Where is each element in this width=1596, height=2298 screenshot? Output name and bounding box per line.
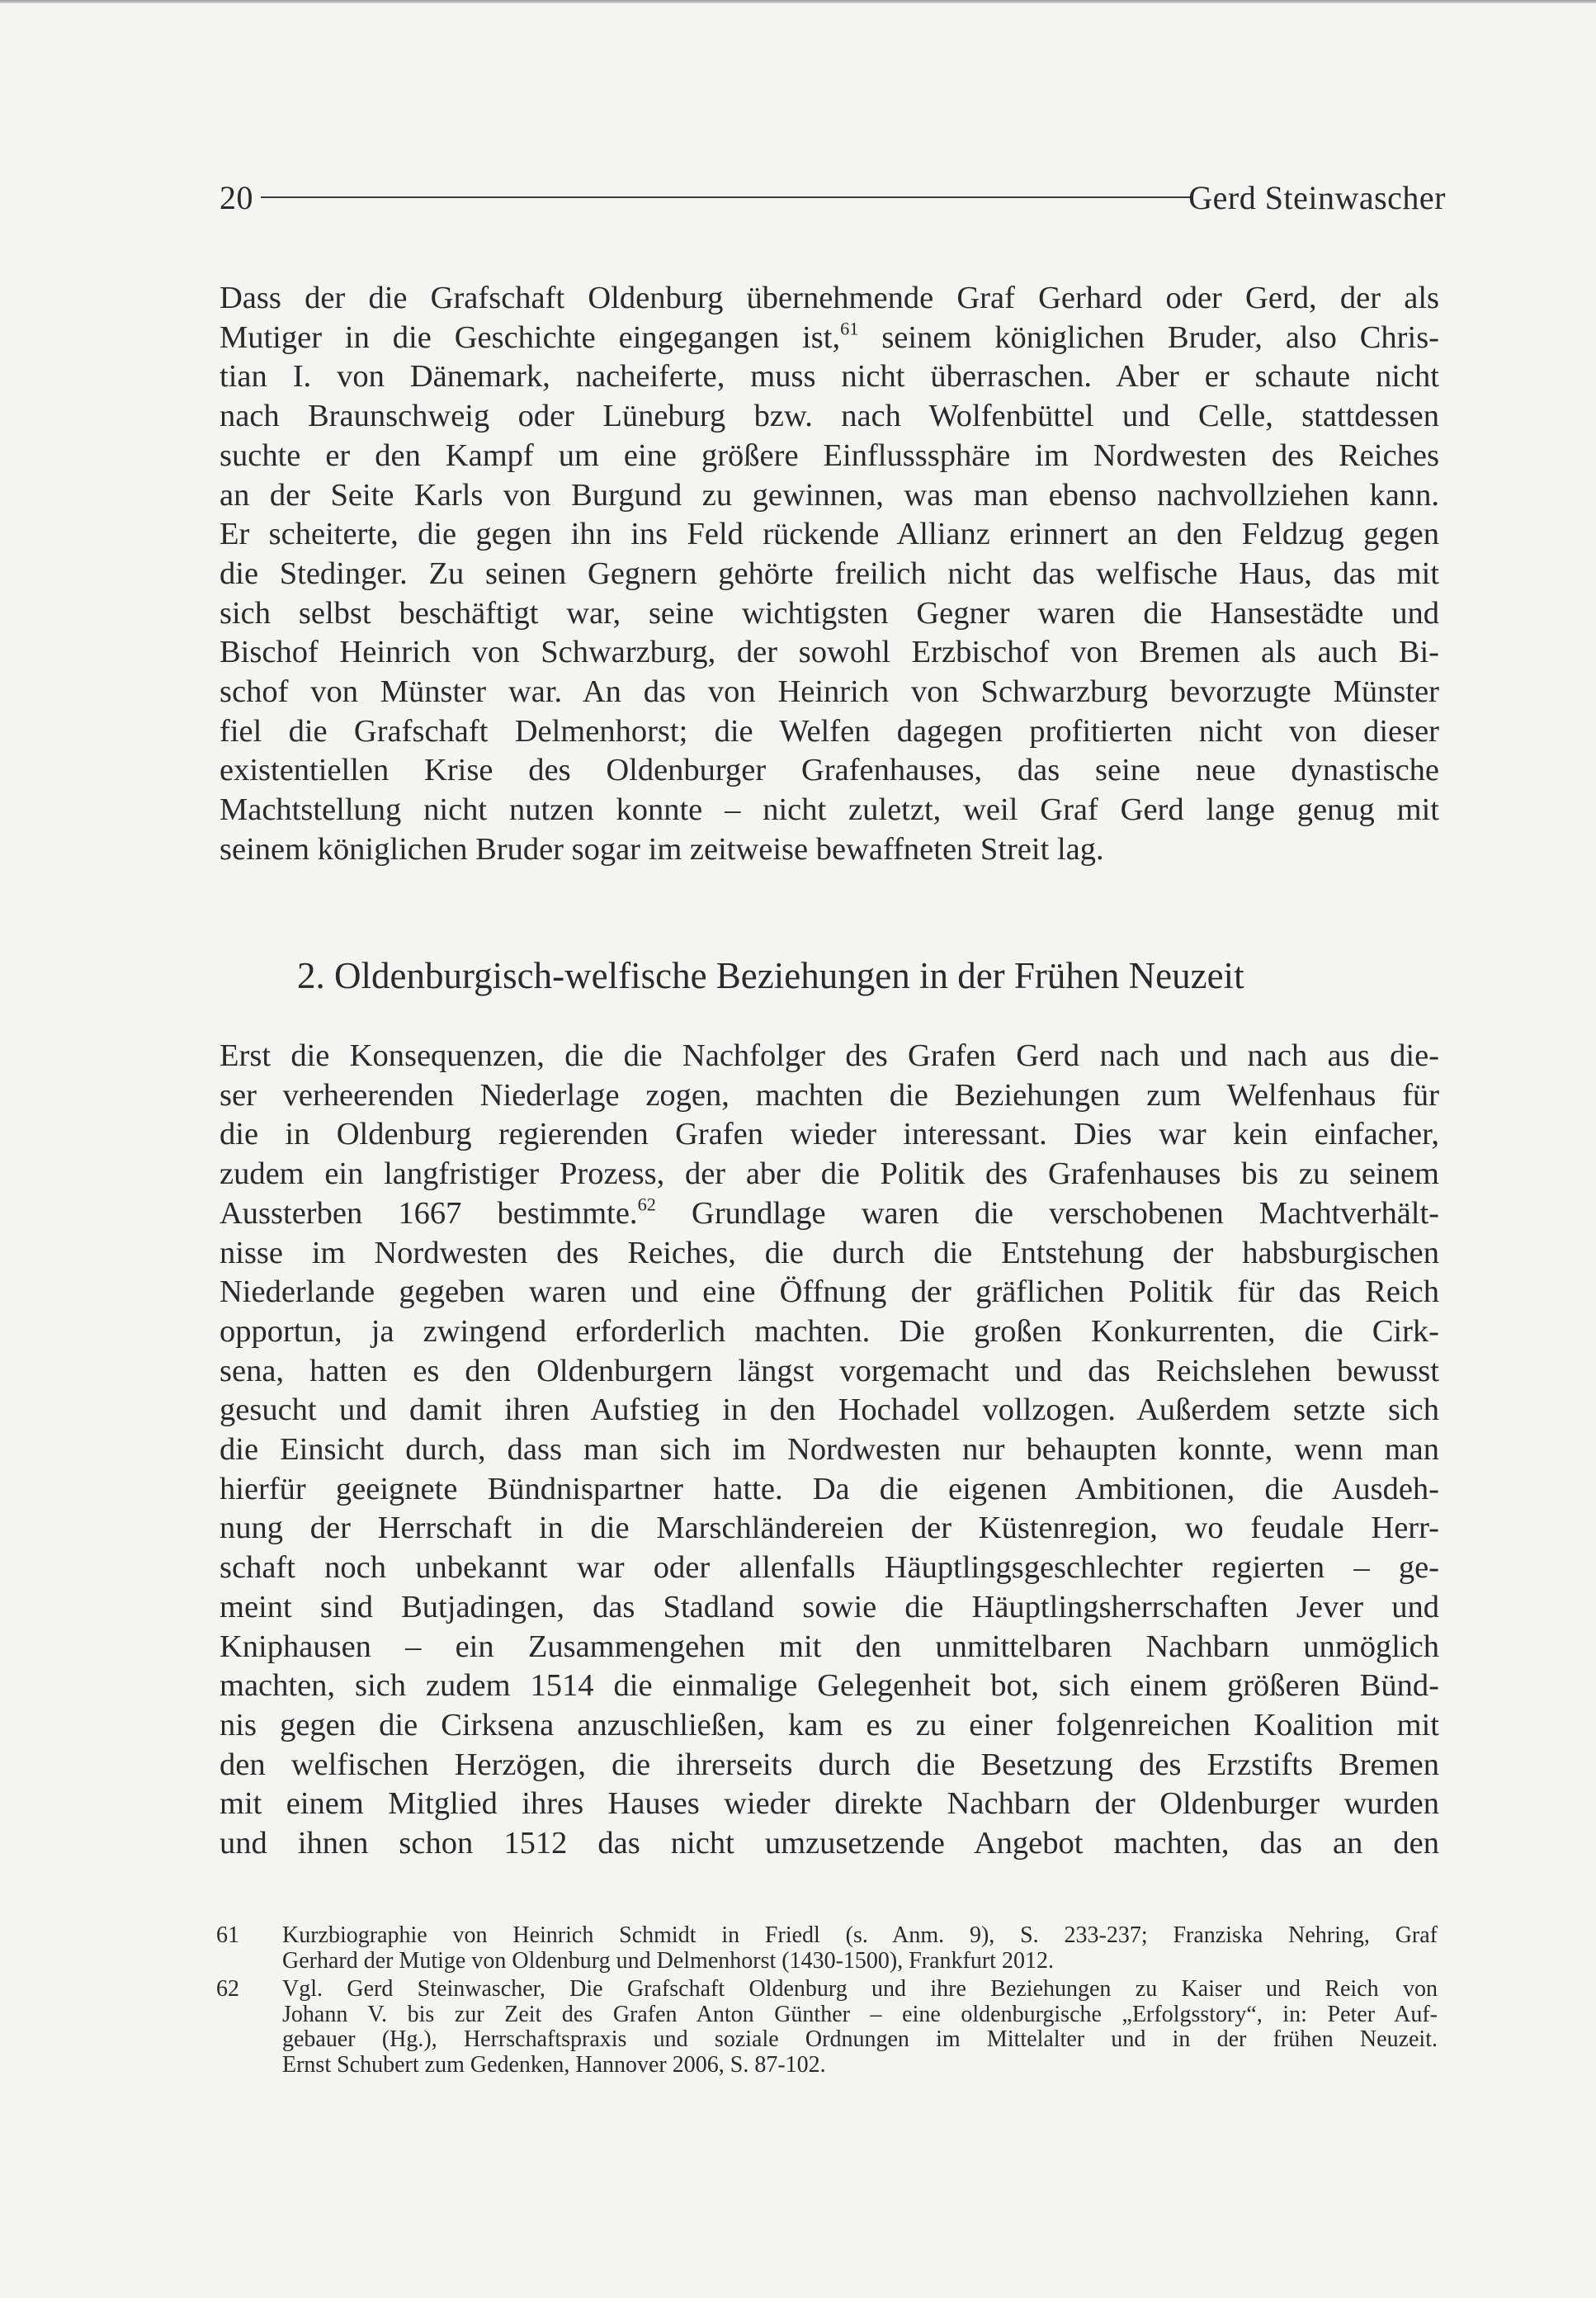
text-line: mit einem Mitglied ihres Hauses wieder direkte Nachbarn der Oldenburger wurden xyxy=(220,1786,1439,1822)
page-number: 20 xyxy=(220,179,253,216)
text-line: Niederlande gegeben waren und eine Öffnung der gräflichen Politik für das Reich xyxy=(220,1274,1439,1310)
text-line: ser verheerenden Niederlage zogen, machten die Beziehungen zum Welfenhaus für xyxy=(220,1077,1439,1113)
text-line: seinem königlichen Bruder sogar im zeitweise bewaffneten Streit lag. xyxy=(220,831,1104,867)
paragraph-2 xyxy=(220,1037,1439,1864)
footnote-line: Johann V. bis zur Zeit des Grafen Anton Günther – eine oldenburgische „Erfolgsstory“, in: Peter Auf- xyxy=(282,2001,1438,2027)
footnote-ref-62[interactable]: 62 xyxy=(637,1194,656,1215)
text-line: suchte er den Kampf um eine größere Einflusssphäre im Nordwesten des Reiches xyxy=(220,437,1439,473)
text-line: Bischof Heinrich von Schwarzburg, der sowohl Erzbischof von Bremen als auch Bi- xyxy=(220,635,1439,670)
text-line: tian I. von Dänemark, nacheiferte, muss nicht überraschen. Aber er schaute nicht xyxy=(220,359,1439,395)
text-line: Er scheiterte, die gegen ihn ins Feld rückende Allianz erinnert an den Feldzug gegen xyxy=(220,517,1439,552)
footnote-line: Kurzbiographie von Heinrich Schmidt in Friedl (s. Anm. 9), S. 233-237; Franziska Nehring, Graf xyxy=(282,1922,1438,1948)
footnote-61 xyxy=(216,1923,1438,1974)
text-line: meint sind Butjadingen, das Stadland sowie die Häuptlingsherrschaften Jever und xyxy=(220,1589,1439,1624)
header-rule xyxy=(261,196,1192,198)
paragraph-1 xyxy=(220,279,1439,870)
text-line: Kniphausen – ein Zusammengehen mit den unmittelbaren Nachbarn unmöglich xyxy=(220,1629,1439,1664)
text-line: und ihnen schon 1512 das nicht umzusetzende Angebot machten, das an den xyxy=(220,1826,1439,1861)
text-line: schaft noch unbekannt war oder allenfalls Häuptlingsgeschlechter regierten – ge- xyxy=(220,1550,1439,1586)
text-line: existentiellen Krise des Oldenburger Grafenhauses, das seine neue dynastische xyxy=(220,753,1439,788)
text-line: zudem ein langfristiger Prozess, der aber die Politik des Grafenhauses bis zu seinem xyxy=(220,1156,1439,1192)
text-line: nach Braunschweig oder Lüneburg bzw. nach Wolfenbüttel und Celle, stattdessen xyxy=(220,399,1439,434)
text-line: an der Seite Karls von Burgund zu gewinnen, was man ebenso nachvollziehen kann. xyxy=(220,477,1439,513)
footnote-number: 62 xyxy=(216,1976,239,2002)
text-line: hierfür geeignete Bündnispartner hatte. Da die eigenen Ambitionen, die Ausdeh- xyxy=(220,1471,1439,1506)
footnote-line: Vgl. Gerd Steinwascher, Die Grafschaft Oldenburg und ihre Beziehungen zu Kaiser und Reich von xyxy=(282,1976,1438,2002)
footnotes xyxy=(216,1923,1438,2081)
text-line: die in Oldenburg regierenden Grafen wieder interessant. Dies war kein einfacher, xyxy=(220,1117,1439,1152)
text-line: fiel die Grafschaft Delmenhorst; die Welfen dagegen profitierten nicht von dieser xyxy=(220,713,1439,749)
text-line: nis gegen die Cirksena anzuschließen, kam es zu einer folgenreichen Koalition mit xyxy=(220,1707,1439,1742)
footnote-line: Ernst Schubert zum Gedenken, Hannover 2006, S. 87-102. xyxy=(282,2051,826,2078)
text-line: sich selbst beschäftigt war, seine wichtigsten Gegner waren die Hansestädte und xyxy=(220,595,1439,631)
text-line: Dass der die Grafschaft Oldenburg übernehmende Graf Gerhard oder Gerd, der als xyxy=(220,281,1439,315)
footnote-62 xyxy=(216,1977,1438,2078)
section-heading: 2. Oldenburgisch-welfische Beziehungen in der Frühen Neuzeit xyxy=(297,955,1244,996)
text-line: den welfischen Herzögen, die ihrerseits durch die Besetzung des Erzstifts Bremen xyxy=(220,1747,1439,1782)
text-line: nisse im Nordwesten des Reiches, die durch die Entstehung der habsburgischen xyxy=(220,1235,1439,1270)
text-line: schof von Münster war. An das von Heinrich von Schwarzburg bevorzugte Münster xyxy=(220,674,1439,710)
text-line: opportun, ja zwingend erforderlich machten. Die großen Konkurrenten, die Cirk- xyxy=(220,1313,1439,1349)
text-line: sena, hatten es den Oldenburgern längst vorgemacht und das Reichslehen bewusst xyxy=(220,1353,1439,1388)
text-line: Erst die Konsequenzen, die die Nachfolger des Grafen Gerd nach und nach aus die- xyxy=(220,1038,1439,1073)
footnote-number: 61 xyxy=(216,1922,239,1948)
text-line: nung der Herrschaft in die Marschländereien der Küstenregion, wo feudale Herr- xyxy=(220,1511,1439,1546)
text-line: Aussterben 1667 bestimmte.$^{62}$ Grundlage waren die verschobenen Machtverhält- xyxy=(220,1194,1439,1231)
footnote-line: Gerhard der Mutige von Oldenburg und Delmenhorst (1430-1500), Frankfurt 2012. xyxy=(282,1947,1054,1974)
text-line: die Stedinger. Zu seinen Gegnern gehörte freilich nicht das welfische Haus, das mit xyxy=(220,556,1439,591)
text-line: die Einsicht durch, dass man sich im Nordwesten nur behaupten konnte, wenn man xyxy=(220,1432,1439,1468)
text-line: Machtstellung nicht nutzen konnte – nicht zuletzt, weil Graf Gerd lange genug mit xyxy=(220,792,1439,828)
running-author: Gerd Steinwascher xyxy=(1188,179,1446,216)
footnote-line: gebauer (Hg.), Herrschaftspraxis und soziale Ordnungen im Mittelalter und in der frühen Neuzeit. xyxy=(282,2026,1438,2052)
text-line: machten, sich zudem 1514 die einmalige Gelegenheit bot, sich einem größeren Bünd- xyxy=(220,1668,1439,1704)
running-header xyxy=(220,175,1446,221)
text-line: Mutiger in die Geschichte eingegangen ist,$^{61}$ seinem königlichen Bruder, also Chris- xyxy=(220,318,1439,355)
text-line: gesucht und damit ihren Aufstieg in den Hochadel vollzogen. Außerdem setzte sich xyxy=(220,1393,1439,1428)
footnote-ref-61[interactable]: 61 xyxy=(840,318,859,339)
